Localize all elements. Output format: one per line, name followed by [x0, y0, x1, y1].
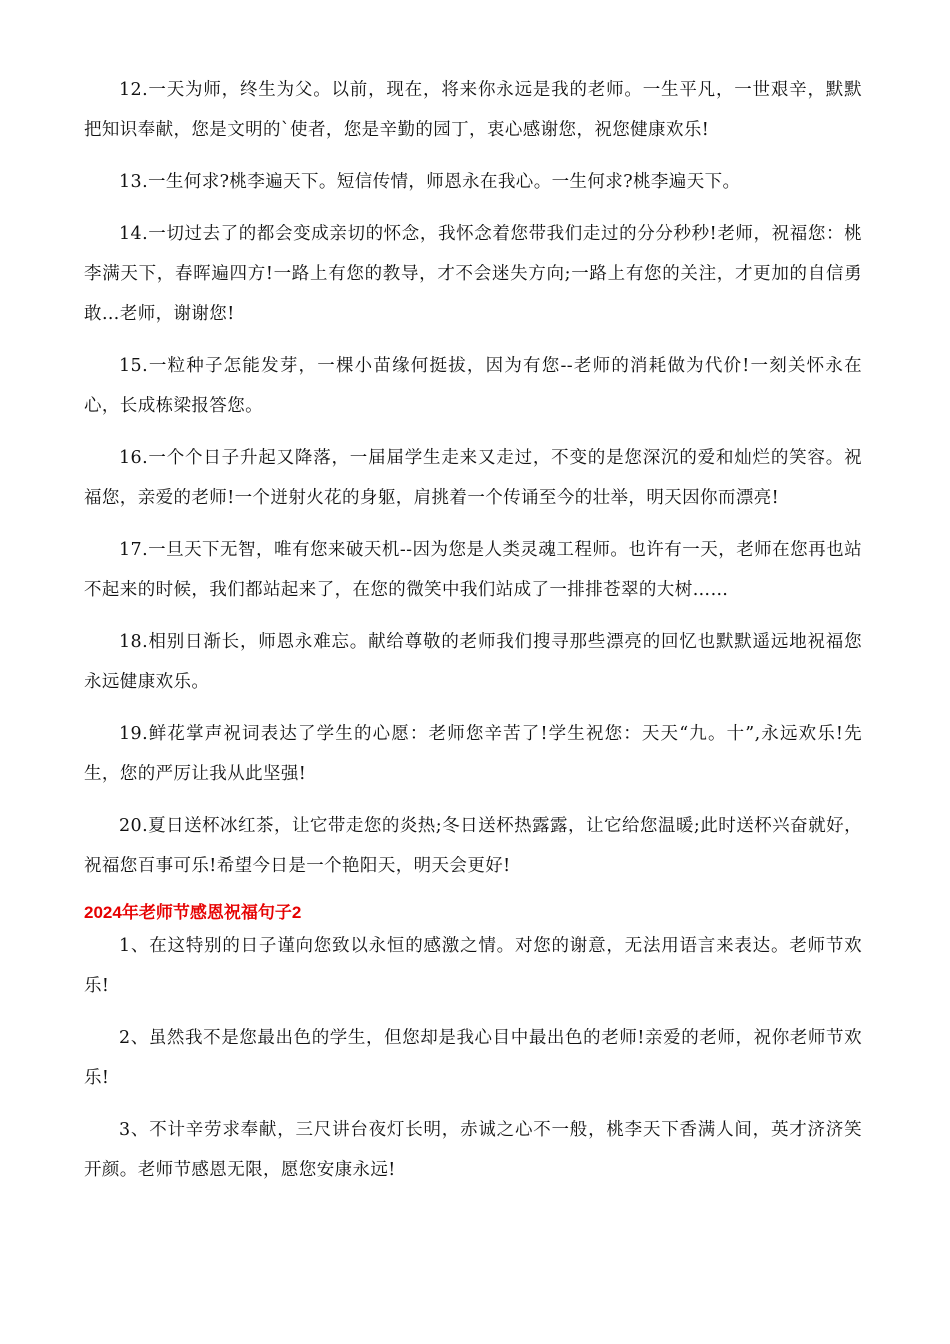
paragraph-18: 18.相别日渐长，师恩永难忘。献给尊敬的老师我们搜寻那些漂亮的回忆也默默遥远地祝福您永远健康欢乐。 [84, 632, 862, 692]
paragraph-20: 20.夏日送杯冰红茶，让它带走您的炎热;冬日送杯热露露，让它给您温暖;此时送杯兴奋就好，祝福您百事可乐!希望今日是一个艳阳天，明天会更好! [84, 816, 862, 876]
paragraph-s2-3: 3、不计辛劳求奉献，三尺讲台夜灯长明，赤诚之心不一般，桃李天下香满人间，英才济济笑开颜。老师节感恩无限，愿您安康永远! [84, 1120, 862, 1180]
paragraph-13: 13.一生何求?桃李遍天下。短信传情，师恩永在我心。一生何求?桃李遍天下。 [119, 172, 741, 192]
paragraph-s2-2: 2、虽然我不是您最出色的学生，但您却是我心目中最出色的老师!亲爱的老师，祝你老师节欢乐! [84, 1028, 862, 1088]
paragraph-15: 15.一粒种子怎能发芽，一棵小苗缘何挺拔，因为有您--老师的消耗做为代价!一刻关怀永在心，长成栋梁报答您。 [84, 356, 862, 416]
paragraph-12: 12.一天为师，终生为父。以前，现在，将来你永远是我的老师。一生平凡，一世艰辛，默默把知识奉献，您是文明的`使者，您是辛勤的园丁，衷心感谢您，祝您健康欢乐! [84, 80, 862, 140]
paragraph-s2-1: 1、在这特别的日子谨向您致以永恒的感激之情。对您的谢意，无法用语言来表达。老师节欢乐! [84, 936, 862, 996]
section-heading: 2024年老师节感恩祝福句子2 [84, 903, 302, 922]
paragraph-17: 17.一旦天下无智，唯有您来破天机--因为您是人类灵魂工程师。也许有一天，老师在您再也站不起来的时候，我们都站起来了，在您的微笑中我们站成了一排排苍翠的大树…… [84, 540, 862, 600]
paragraph-16: 16.一个个日子升起又降落，一届届学生走来又走过，不变的是您深沉的爱和灿烂的笑容。祝福您，亲爱的老师!一个迸射火花的身躯，肩挑着一个传诵至今的壮举，明天因你而漂亮! [84, 448, 862, 508]
paragraph-19: 19.鲜花掌声祝词表达了学生的心愿：老师您辛苦了!学生祝您：天天“九。十”,永远欢乐!先生，您的严厉让我从此坚强! [84, 724, 862, 784]
paragraph-14: 14.一切过去了的都会变成亲切的怀念，我怀念着您带我们走过的分分秒秒!老师，祝福您：桃李满天下，春晖遍四方!一路上有您的教导，才不会迷失方向;一路上有您的关注，才更加的自信勇敢…老师，谢谢您! [84, 224, 862, 324]
